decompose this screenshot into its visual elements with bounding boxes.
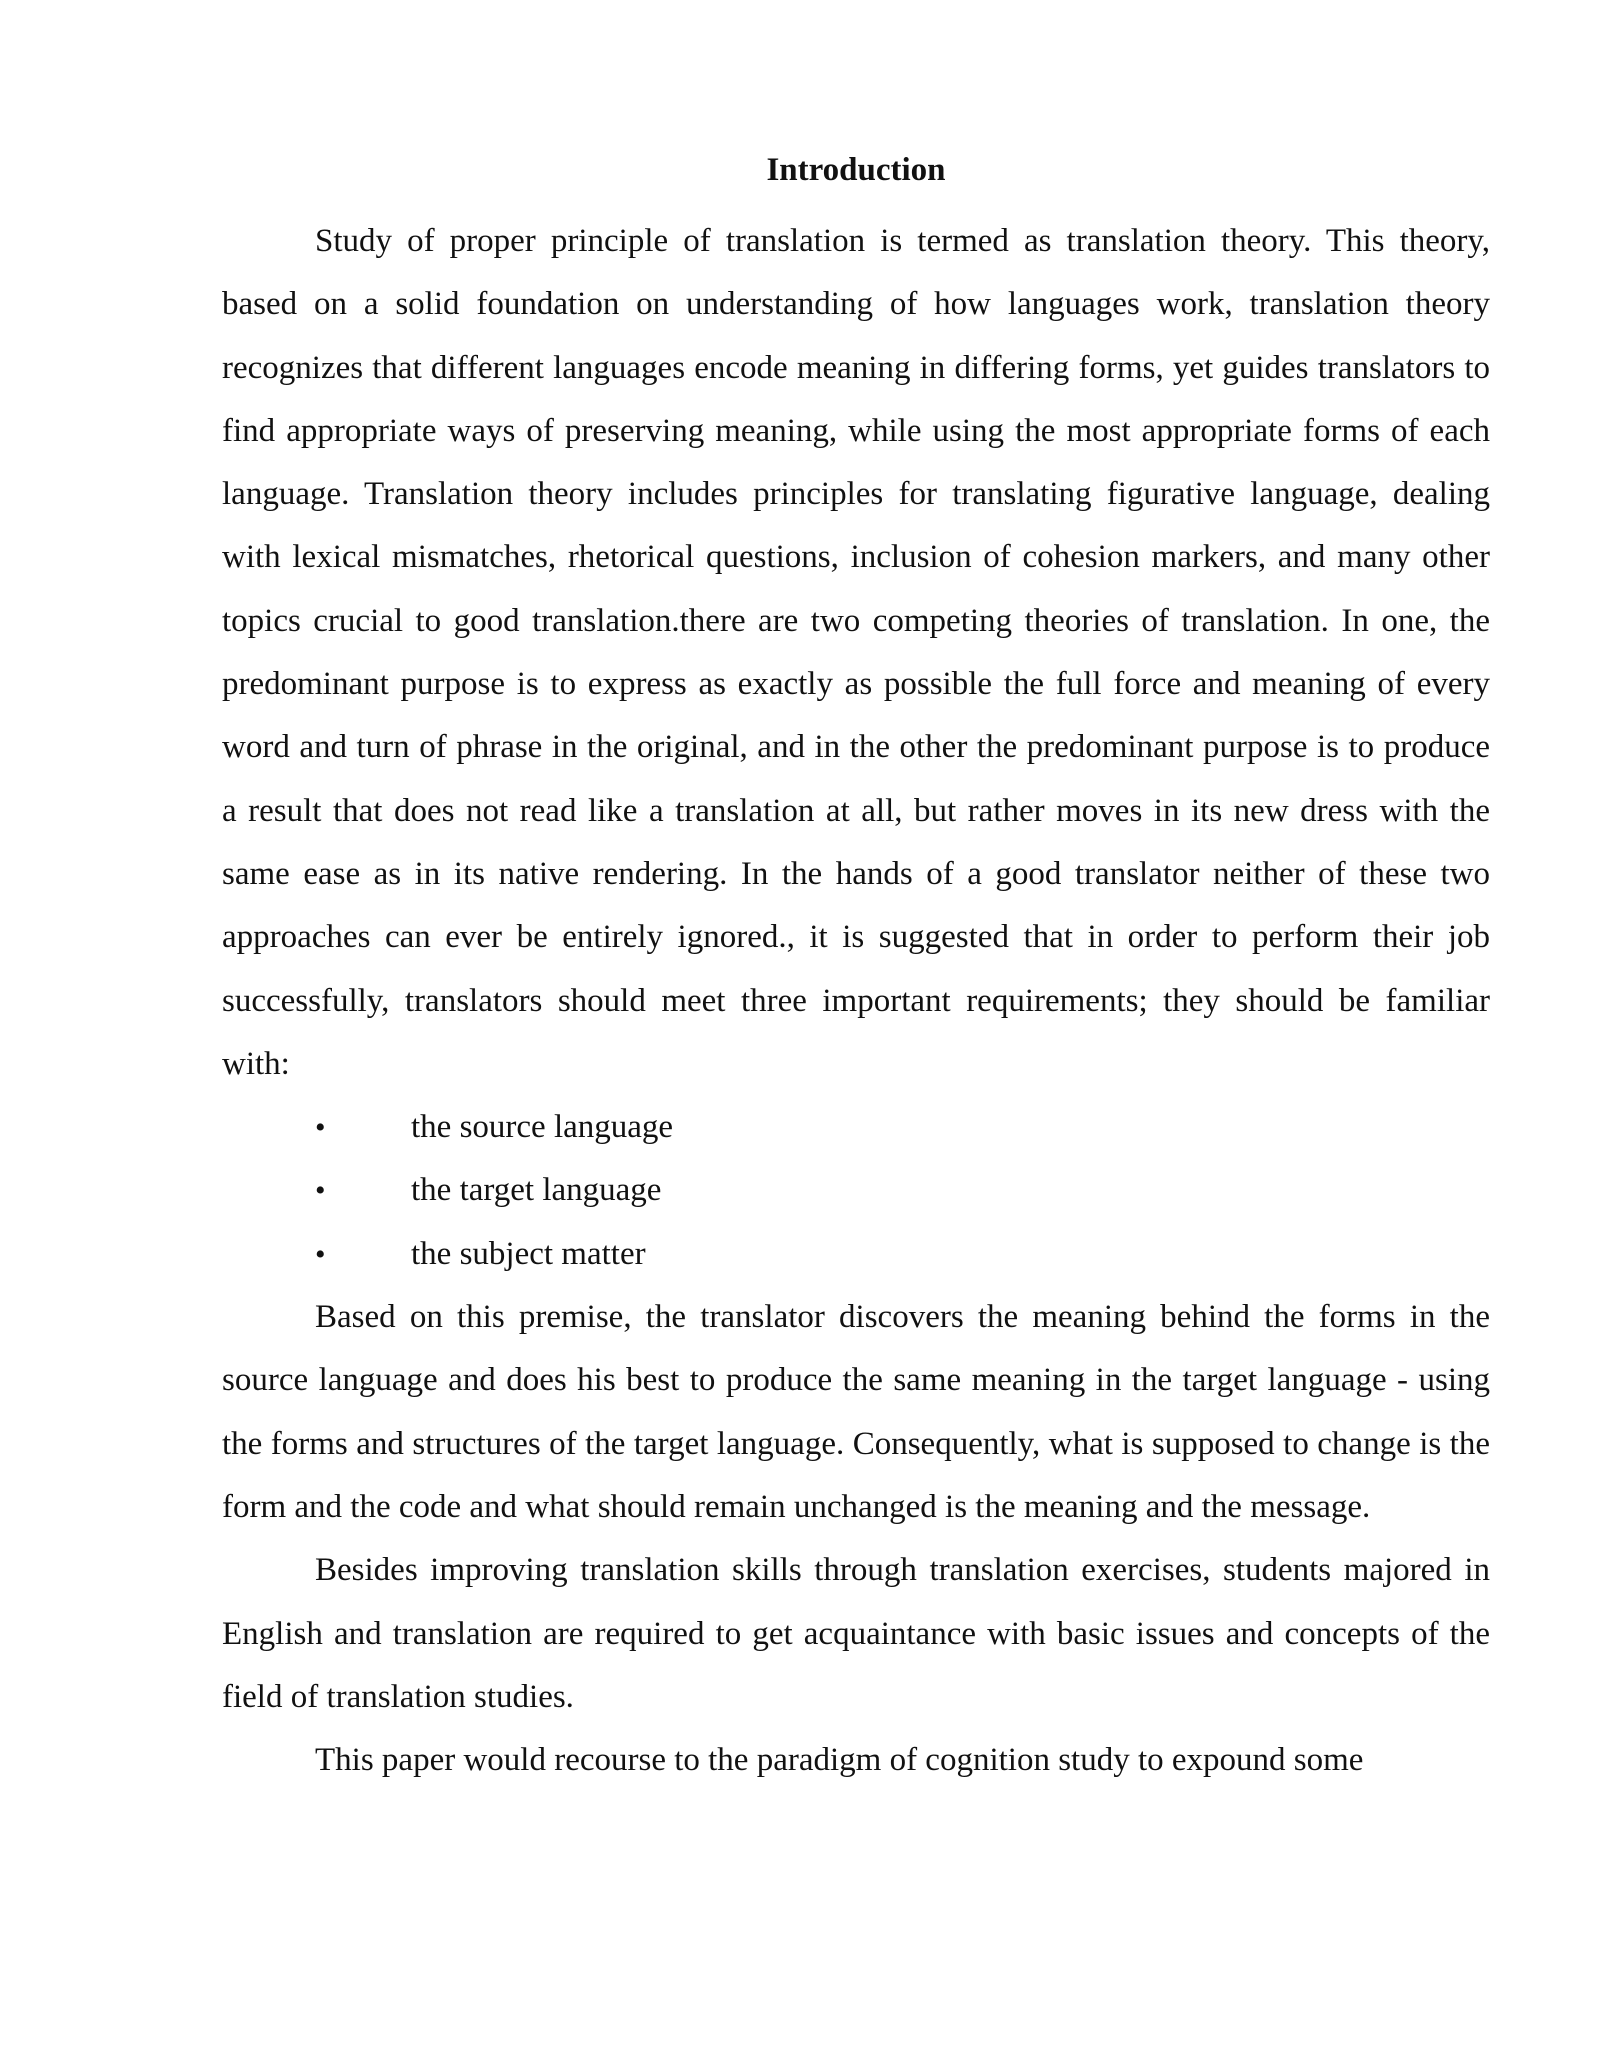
list-item-text: the source language xyxy=(411,1109,674,1146)
section-title: Introduction xyxy=(766,152,946,188)
bullet-icon: • xyxy=(315,1111,326,1145)
list-item xyxy=(222,1223,1490,1286)
list-item xyxy=(222,1159,1490,1222)
paragraph-intro: Study of proper principle of translation is termed as translation theory. This theory, based on a solid foundation on understanding of how languages work, translation theory recognizes that different languages encode meaning in differing forms, yet guides translators to find appropriate ways of preserving meaning, while using the most appropriate forms of each language. Translation theory includes principles for translating figurative language, dealing with lexical mismatches, rhetorical questions, inclusion of cohesion markers, and many other topics crucial to good translation.there are two competing theories of translation. In one, the predominant purpose is to express as exactly as possible the full force and meaning of every word and turn of phrase in the original, and in the other the predominant purpose is to produce a result that does not read like a translation at all, but rather moves in its new dress with the same ease as in its native rendering. In the hands of a good translator neither of these two approaches can ever be entirely ignored., it is suggested that in order to perform their job successfully, translators should meet three important requirements; they should be familiar with: xyxy=(222,223,1490,1082)
bullet-icon: • xyxy=(315,1174,326,1208)
bullet-icon: • xyxy=(315,1237,326,1271)
list-item-text: the target language xyxy=(411,1172,662,1209)
list-item xyxy=(222,1096,1490,1159)
paragraph-paper: This paper would recourse to the paradigm of cognition study to expound some xyxy=(315,1742,1364,1779)
list-item-text: the subject matter xyxy=(411,1235,646,1272)
document-page xyxy=(222,148,1490,1792)
requirements-list xyxy=(222,1096,1490,1286)
paragraph-premise: Based on this premise, the translator discovers the meaning behind the forms in the source language and does his best to produce the same meaning in the target language - using the forms and structures of the target language. Consequently, what is supposed to change is the form and the code and what should remain unchanged is the meaning and the message. xyxy=(222,1299,1490,1525)
paragraph-students: Besides improving translation skills through translation exercises, students majored in English and translation are required to get acquaintance with basic issues and concepts of the field of translation studies. xyxy=(222,1552,1490,1715)
